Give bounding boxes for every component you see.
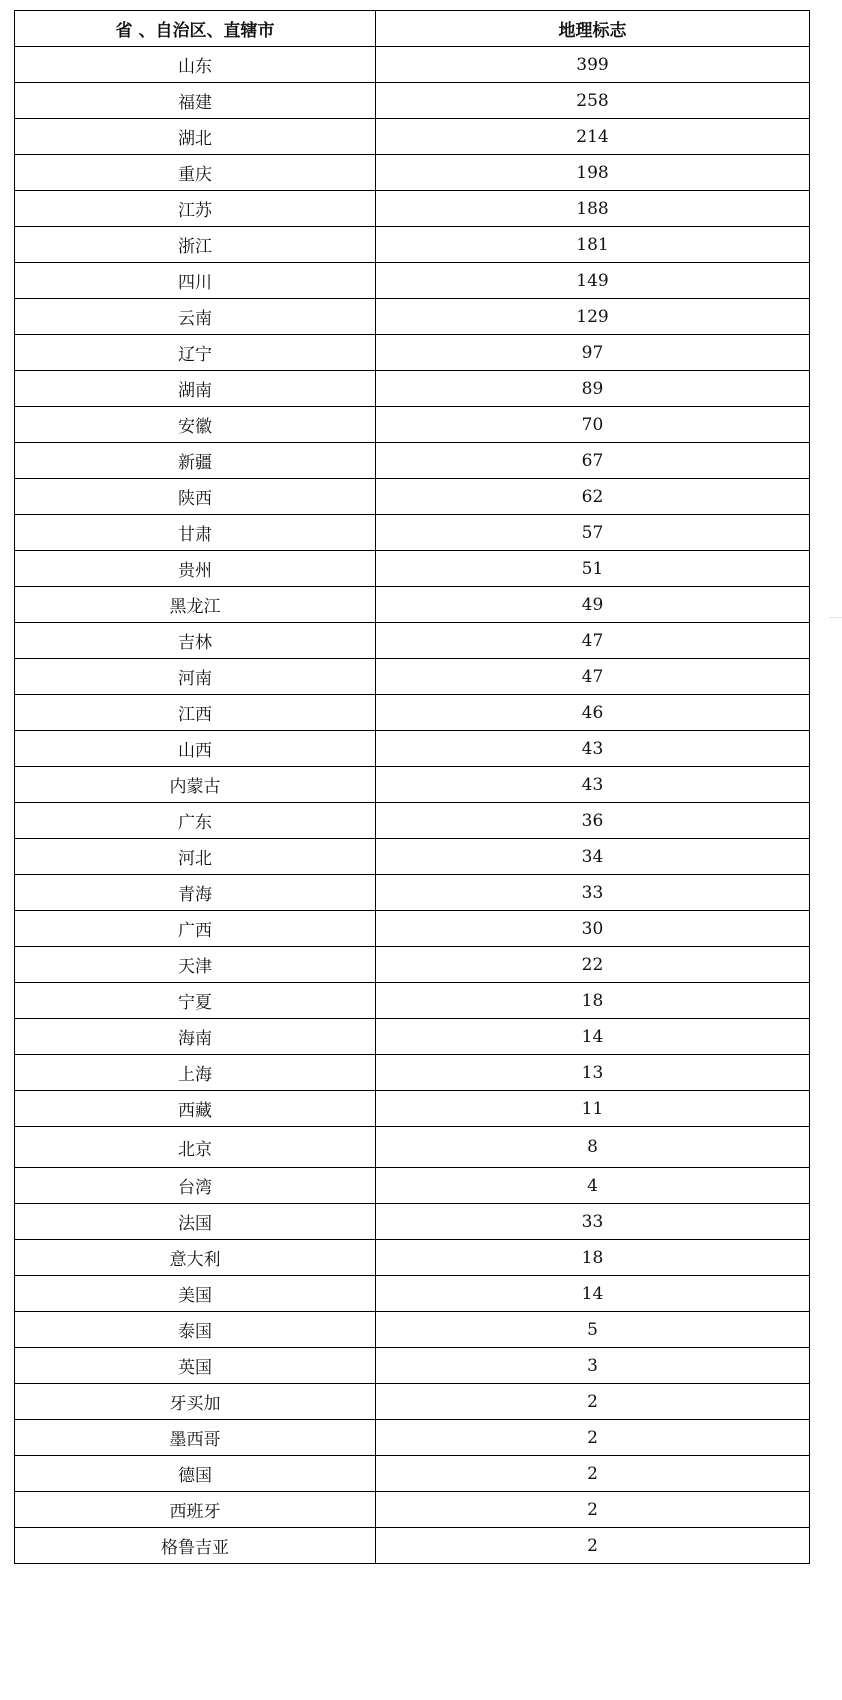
table-row (15, 1384, 810, 1420)
table-row (15, 407, 810, 443)
count-cell: 4 (376, 1168, 810, 1204)
table-row (15, 1312, 810, 1348)
count-cell: 5 (376, 1312, 810, 1348)
table-row (15, 479, 810, 515)
table-row (15, 335, 810, 371)
count-cell: 22 (376, 947, 810, 983)
region-cell: 辽宁 (15, 335, 376, 371)
count-cell: 43 (376, 767, 810, 803)
region-cell: 台湾 (15, 1168, 376, 1204)
table-row (15, 1091, 810, 1127)
region-cell: 墨西哥 (15, 1420, 376, 1456)
region-cell: 广西 (15, 911, 376, 947)
table-row (15, 1456, 810, 1492)
count-cell: 181 (376, 227, 810, 263)
count-cell: 36 (376, 803, 810, 839)
table-row (15, 1240, 810, 1276)
count-cell: 30 (376, 911, 810, 947)
count-cell: 62 (376, 479, 810, 515)
count-cell: 2 (376, 1456, 810, 1492)
table-row (15, 659, 810, 695)
count-cell: 67 (376, 443, 810, 479)
header-count: 地理标志 (376, 11, 810, 47)
count-cell: 34 (376, 839, 810, 875)
region-cell: 山西 (15, 731, 376, 767)
table-row (15, 1528, 810, 1564)
table-row (15, 1019, 810, 1055)
count-cell: 49 (376, 587, 810, 623)
table-row (15, 1204, 810, 1240)
table-row (15, 1348, 810, 1384)
region-cell: 上海 (15, 1055, 376, 1091)
table-row (15, 983, 810, 1019)
region-cell: 法国 (15, 1204, 376, 1240)
count-cell: 57 (376, 515, 810, 551)
region-cell: 黑龙江 (15, 587, 376, 623)
table-row (15, 587, 810, 623)
region-cell: 北京 (15, 1127, 376, 1168)
region-cell: 宁夏 (15, 983, 376, 1019)
region-cell: 重庆 (15, 155, 376, 191)
region-cell: 意大利 (15, 1240, 376, 1276)
count-cell: 46 (376, 695, 810, 731)
region-cell: 福建 (15, 83, 376, 119)
table-row (15, 947, 810, 983)
region-cell: 浙江 (15, 227, 376, 263)
table-row (15, 299, 810, 335)
table-row (15, 875, 810, 911)
region-cell: 广东 (15, 803, 376, 839)
region-cell: 英国 (15, 1348, 376, 1384)
table-row (15, 911, 810, 947)
region-cell: 陕西 (15, 479, 376, 515)
table-row (15, 515, 810, 551)
region-cell: 西班牙 (15, 1492, 376, 1528)
table-row (15, 839, 810, 875)
region-cell: 安徽 (15, 407, 376, 443)
count-cell: 8 (376, 1127, 810, 1168)
table-row (15, 263, 810, 299)
count-cell: 188 (376, 191, 810, 227)
region-cell: 云南 (15, 299, 376, 335)
count-cell: 399 (376, 47, 810, 83)
count-cell: 2 (376, 1492, 810, 1528)
count-cell: 129 (376, 299, 810, 335)
table-row (15, 443, 810, 479)
table-row (15, 1127, 810, 1168)
region-cell: 湖南 (15, 371, 376, 407)
region-cell: 海南 (15, 1019, 376, 1055)
count-cell: 97 (376, 335, 810, 371)
count-cell: 2 (376, 1384, 810, 1420)
count-cell: 51 (376, 551, 810, 587)
count-cell: 258 (376, 83, 810, 119)
count-cell: 11 (376, 1091, 810, 1127)
region-cell: 贵州 (15, 551, 376, 587)
region-cell: 德国 (15, 1456, 376, 1492)
region-cell: 江西 (15, 695, 376, 731)
region-cell: 河南 (15, 659, 376, 695)
region-cell: 江苏 (15, 191, 376, 227)
region-cell: 青海 (15, 875, 376, 911)
table-row (15, 119, 810, 155)
table-row (15, 1420, 810, 1456)
region-cell: 甘肃 (15, 515, 376, 551)
table-row (15, 623, 810, 659)
count-cell: 214 (376, 119, 810, 155)
table-row (15, 83, 810, 119)
count-cell: 47 (376, 659, 810, 695)
region-cell: 河北 (15, 839, 376, 875)
count-cell: 33 (376, 875, 810, 911)
count-cell: 70 (376, 407, 810, 443)
page-edge-mark (829, 617, 842, 618)
table-row (15, 767, 810, 803)
table-row (15, 1168, 810, 1204)
geo-indication-table (14, 10, 810, 1564)
table-row (15, 731, 810, 767)
count-cell: 33 (376, 1204, 810, 1240)
region-cell: 湖北 (15, 119, 376, 155)
count-cell: 14 (376, 1276, 810, 1312)
count-cell: 198 (376, 155, 810, 191)
count-cell: 2 (376, 1528, 810, 1564)
table-header-row (15, 11, 810, 47)
region-cell: 牙买加 (15, 1384, 376, 1420)
table-row (15, 1276, 810, 1312)
count-cell: 3 (376, 1348, 810, 1384)
region-cell: 新疆 (15, 443, 376, 479)
count-cell: 14 (376, 1019, 810, 1055)
count-cell: 18 (376, 983, 810, 1019)
table-row (15, 551, 810, 587)
region-cell: 山东 (15, 47, 376, 83)
table-row (15, 695, 810, 731)
region-cell: 四川 (15, 263, 376, 299)
region-cell: 内蒙古 (15, 767, 376, 803)
count-cell: 18 (376, 1240, 810, 1276)
count-cell: 149 (376, 263, 810, 299)
header-region: 省 、自治区、直辖市 (15, 11, 376, 47)
region-cell: 格鲁吉亚 (15, 1528, 376, 1564)
region-cell: 天津 (15, 947, 376, 983)
table-row (15, 1492, 810, 1528)
region-cell: 吉林 (15, 623, 376, 659)
count-cell: 47 (376, 623, 810, 659)
region-cell: 泰国 (15, 1312, 376, 1348)
count-cell: 2 (376, 1420, 810, 1456)
count-cell: 43 (376, 731, 810, 767)
table-row (15, 47, 810, 83)
count-cell: 13 (376, 1055, 810, 1091)
table-row (15, 191, 810, 227)
table-row (15, 155, 810, 191)
table-body (15, 47, 810, 1564)
region-cell: 美国 (15, 1276, 376, 1312)
table-row (15, 371, 810, 407)
table-row (15, 803, 810, 839)
count-cell: 89 (376, 371, 810, 407)
table-row (15, 1055, 810, 1091)
table-row (15, 227, 810, 263)
region-cell: 西藏 (15, 1091, 376, 1127)
